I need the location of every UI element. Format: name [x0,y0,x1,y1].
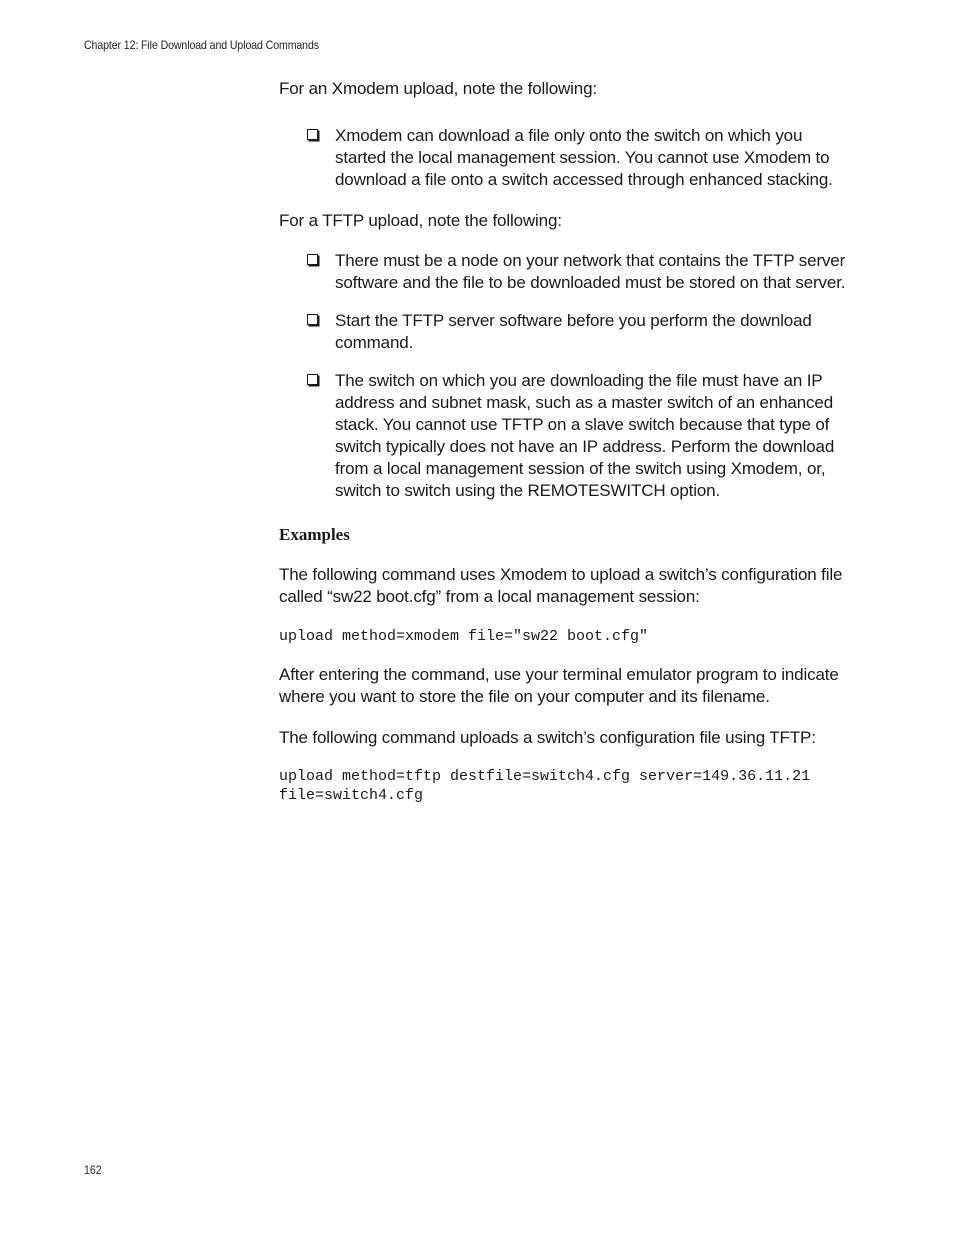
tftp-bullet-list [279,250,854,502]
tftp-intro: For a TFTP upload, note the following: [279,211,562,230]
page-content [279,78,854,805]
code-example-tftp [279,767,854,805]
code-line: upload method=tftp destfile=switch4.cfg server=149.36.11.21 [279,768,811,785]
list-item [279,250,854,294]
checkbox-bullet-icon [307,129,318,140]
code-line: file=switch4.cfg [279,787,424,804]
code-example-xmodem: upload method=xmodem file="sw22 boot.cfg" [279,628,649,645]
list-item-text: Start the TFTP server software before you perform the download command. [335,311,812,352]
list-item [279,370,854,502]
list-item [279,310,854,354]
checkbox-bullet-icon [307,314,318,325]
examples-paragraph-2: After entering the command, use your terminal emulator program to indicate where you want to store the file on your computer and its filename. [279,665,839,706]
checkbox-bullet-icon [307,254,318,265]
list-item [279,125,854,191]
examples-heading: Examples [279,525,350,544]
examples-paragraph-3: The following command uploads a switch’s configuration file using TFTP: [279,728,816,747]
checkbox-bullet-icon [307,374,318,385]
xmodem-bullet-list [279,125,854,191]
examples-paragraph-1: The following command uses Xmodem to upload a switch’s configuration file called “sw22 boot.cfg” from a local management session: [279,565,843,606]
running-header: Chapter 12: File Download and Upload Commands [84,38,319,52]
list-item-text: The switch on which you are downloading the file must have an IP address and subnet mask, such as a master switch of an enhanced stack. You cannot use TFTP on a slave switch because that type of switch typically does not have an IP address. Perform the download from a local management session of the switch using Xmodem, or, switch to switch using the REMOTESWITCH option. [335,371,835,500]
xmodem-intro: For an Xmodem upload, note the following: [279,79,597,98]
page-number: 162 [84,1163,102,1177]
list-item-text: There must be a node on your network that contains the TFTP server software and the file to be downloaded must be stored on that server. [335,251,846,292]
list-item-text: Xmodem can download a file only onto the switch on which you started the local management session. You cannot use Xmodem to download a file onto a switch accessed through enhanced stacking. [335,126,833,189]
